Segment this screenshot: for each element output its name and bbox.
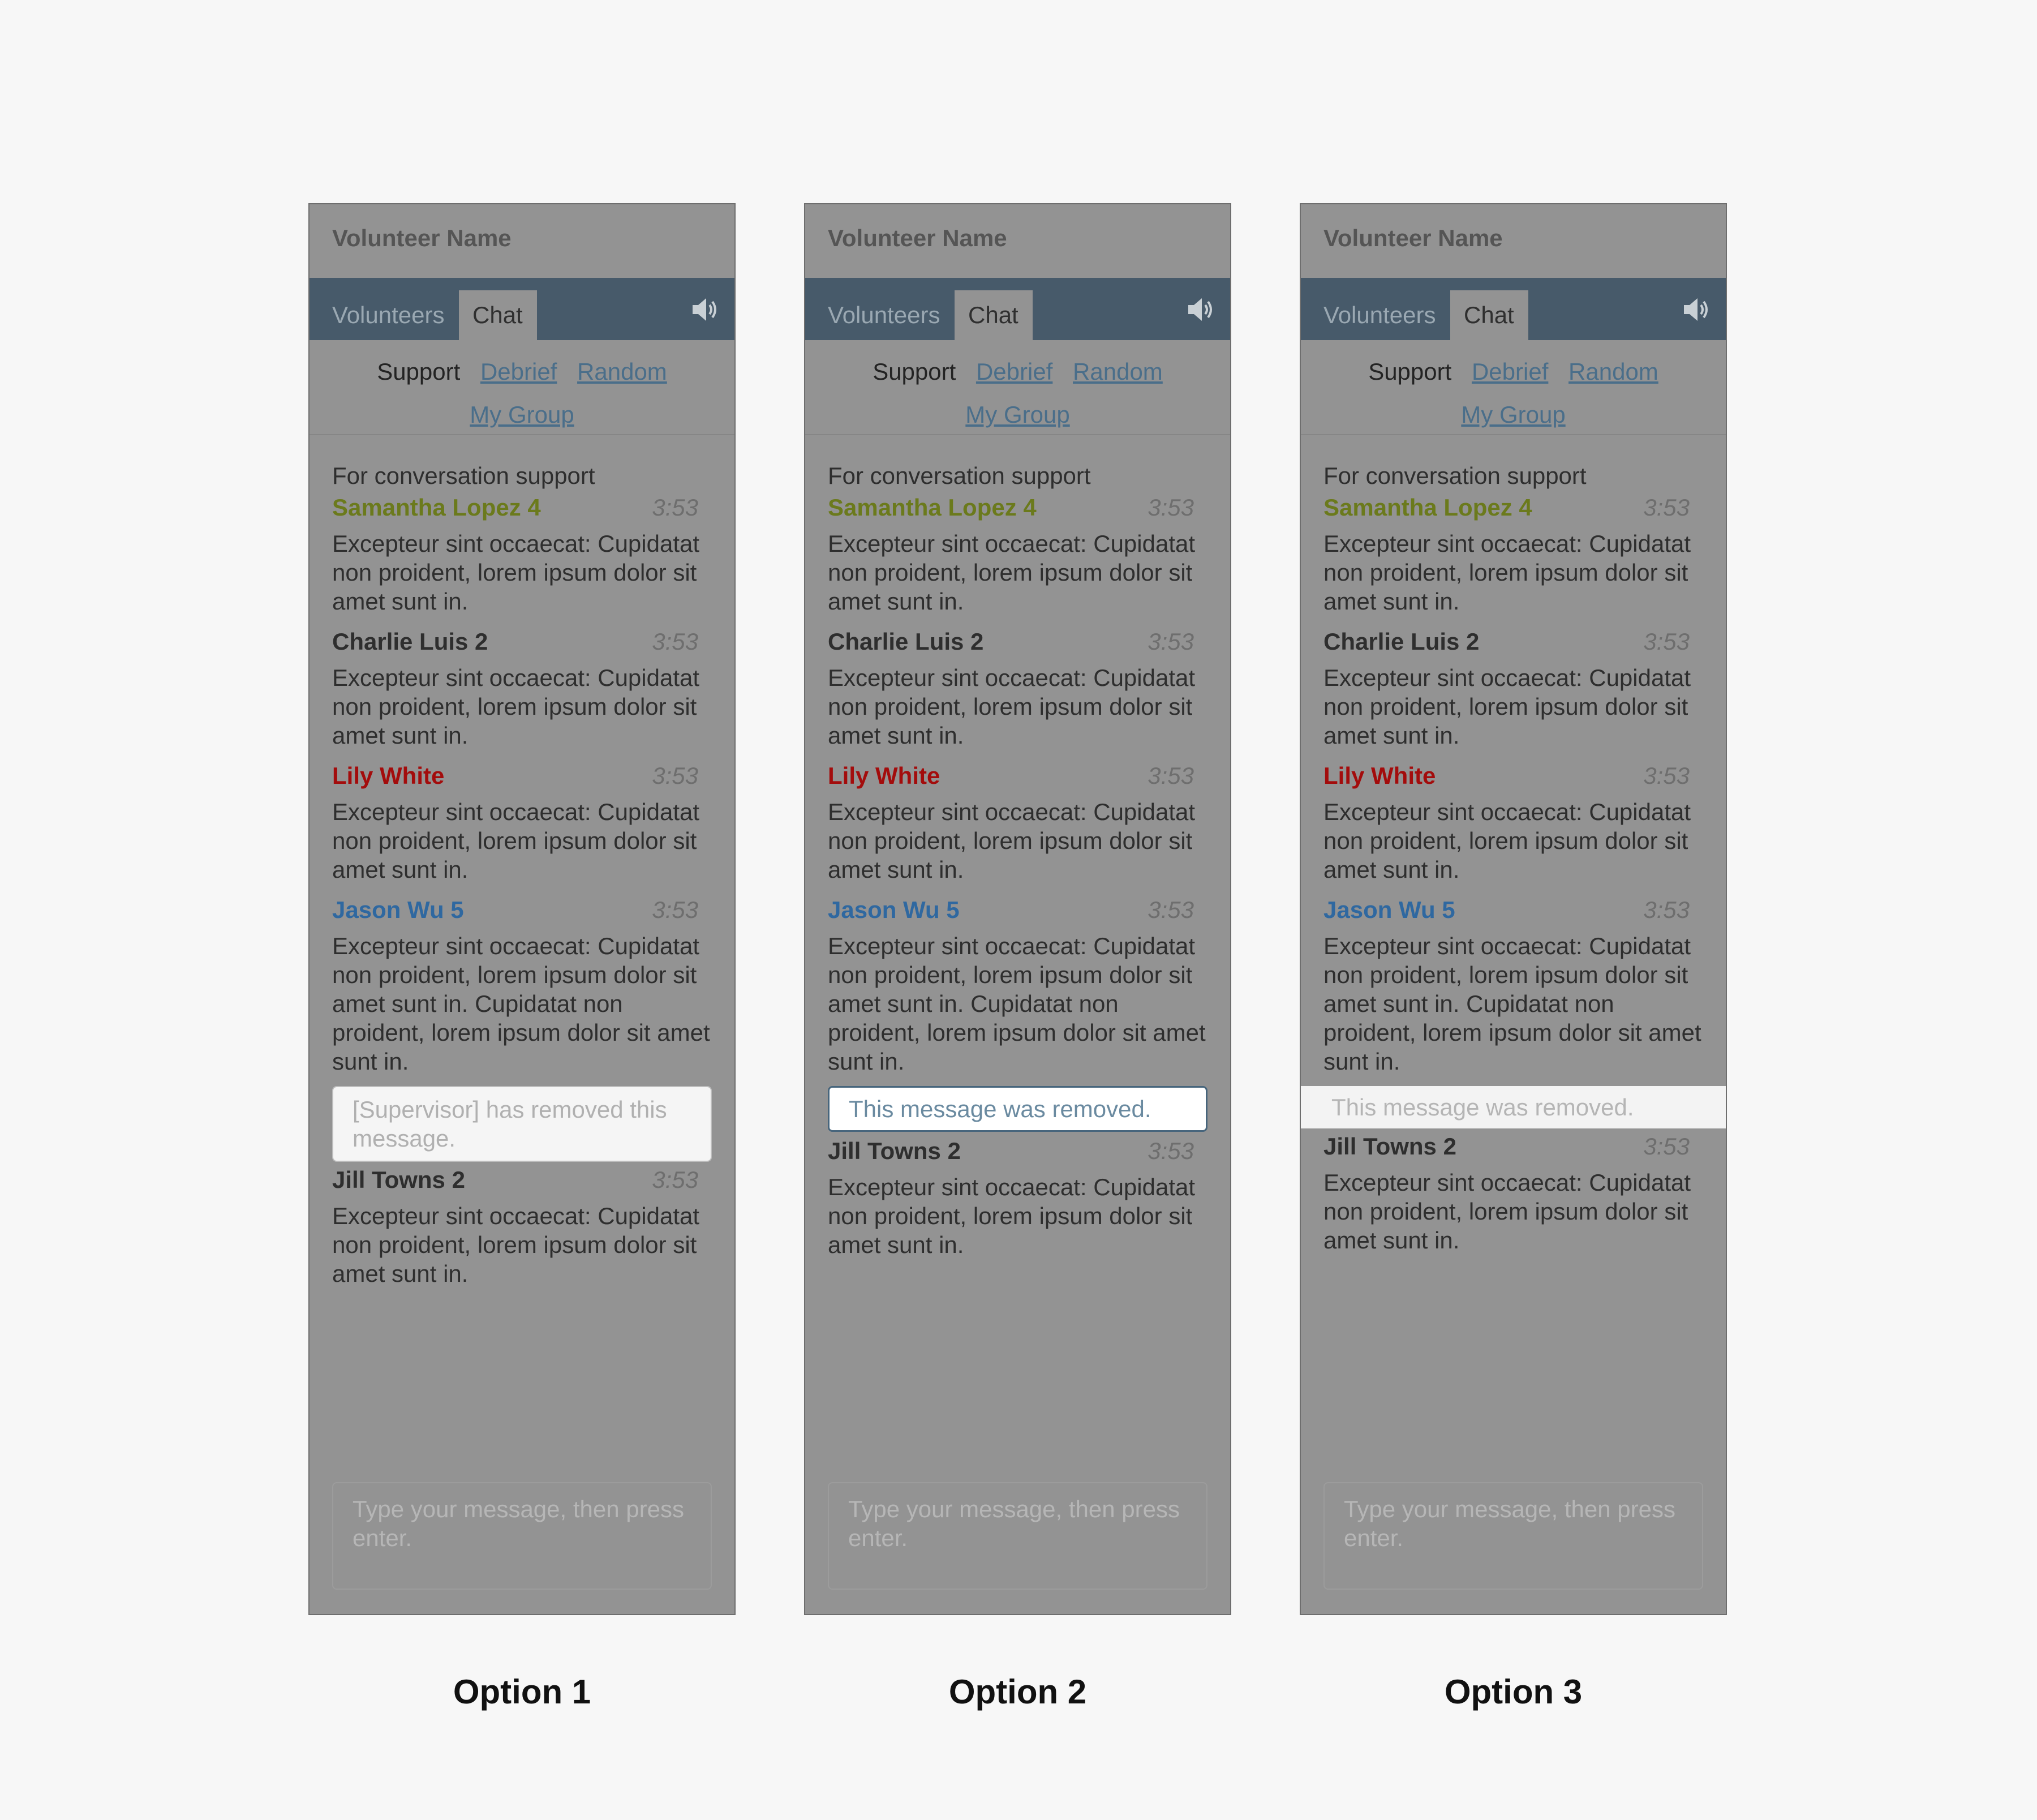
channel-link-random[interactable]: Random [577,358,667,385]
message-text: Excepteur sint occaecat: Cupidatat non proident, lorem ipsum dolor sit amet sunt in. [828,530,1196,615]
sender-name[interactable]: Samantha Lopez 4 [332,494,541,521]
channel-link-my-group[interactable]: My Group [1461,401,1566,428]
message-header [1323,894,1703,926]
chat-panel-option-1 [308,203,736,1615]
message-time: 3:53 [652,494,698,521]
message-list [1323,460,1703,1265]
message-text: Excepteur sint occaecat: Cupidatat non proident, lorem ipsum dolor sit amet sunt in. [1323,799,1691,883]
sender-name[interactable]: Samantha Lopez 4 [1323,494,1532,521]
channel-link-debrief[interactable]: Debrief [975,358,1053,385]
message-header [828,1135,1207,1167]
message-text: Excepteur sint occaecat: Cupidatat non proident, lorem ipsum dolor sit amet sunt in. Cupidatat non proident, lorem ipsum dolor sit amet sunt in. [1323,933,1701,1075]
message-text: Excepteur sint occaecat: Cupidatat non proident, lorem ipsum dolor sit amet sunt in. Cupidatat non proident, lorem ipsum dolor sit amet sunt in. [332,933,710,1075]
channel-subnav [805,340,1230,435]
message-text: Excepteur sint occaecat: Cupidatat non proident, lorem ipsum dolor sit amet sunt in. [332,799,700,883]
message-header [1323,760,1703,792]
message-header [332,626,712,658]
channel-subnav [310,340,734,435]
message-header [1323,1131,1703,1162]
tab-bar [1301,278,1726,340]
message-header [332,1164,712,1196]
channel-support[interactable]: Support [377,358,461,385]
message-text: Excepteur sint occaecat: Cupidatat non proident, lorem ipsum dolor sit amet sunt in. [1323,664,1691,749]
tab-chat[interactable]: Chat [955,290,1033,340]
tab-volunteers[interactable]: Volunteers [1323,302,1436,328]
message-header [828,492,1207,523]
sender-name[interactable]: Jill Towns 2 [828,1138,961,1164]
message-time: 3:53 [1148,494,1194,521]
message-header [1323,492,1703,523]
sender-name[interactable]: Samantha Lopez 4 [828,494,1037,521]
channel-link-random[interactable]: Random [1073,358,1163,385]
message-text: Excepteur sint occaecat: Cupidatat non proident, lorem ipsum dolor sit amet sunt in. [828,664,1196,749]
message-header [332,894,712,926]
message-text: Excepteur sint occaecat: Cupidatat non proident, lorem ipsum dolor sit amet sunt in. [1323,1169,1691,1254]
message-time: 3:53 [652,628,698,655]
sender-name[interactable]: Charlie Luis 2 [828,628,984,655]
channel-support[interactable]: Support [873,358,956,385]
message-header [828,894,1207,926]
tab-bar [805,278,1230,340]
message-input[interactable]: Type your message, then press enter. [1323,1482,1703,1590]
message-time: 3:53 [1643,494,1690,521]
message-header [332,492,712,523]
option-label: Option 1 [453,1673,591,1711]
channel-link-random[interactable]: Random [1568,358,1658,385]
sender-name[interactable]: Jason Wu 5 [1323,896,1455,923]
removed-message-notice: This message was removed. [828,1086,1207,1132]
message-text: Excepteur sint occaecat: Cupidatat non proident, lorem ipsum dolor sit amet sunt in. [332,530,700,615]
message-text: Excepteur sint occaecat: Cupidatat non proident, lorem ipsum dolor sit amet sunt in. [332,1203,700,1287]
message-time: 3:53 [1148,896,1194,923]
tab-volunteers[interactable]: Volunteers [828,302,940,328]
sender-name[interactable]: Lily White [1323,762,1436,789]
message-text: Excepteur sint occaecat: Cupidatat non proident, lorem ipsum dolor sit amet sunt in. [828,799,1196,883]
sender-name[interactable]: Charlie Luis 2 [1323,628,1480,655]
speaker-icon[interactable] [1185,294,1217,325]
speaker-icon[interactable] [1681,294,1712,325]
message-time: 3:53 [652,762,698,789]
channel-intro: For conversation support [1323,462,1587,489]
message-time: 3:53 [1643,1133,1690,1160]
message-time: 3:53 [1643,762,1690,789]
channel-subnav [1301,340,1726,435]
message-input[interactable]: Type your message, then press enter. [828,1482,1207,1590]
volunteer-name-title: Volunteer Name [828,225,1007,251]
sender-name[interactable]: Jill Towns 2 [332,1166,465,1193]
message-header [1323,626,1703,658]
channel-link-debrief[interactable]: Debrief [480,358,557,385]
channel-link-debrief[interactable]: Debrief [1471,358,1549,385]
message-time: 3:53 [1643,628,1690,655]
removed-message-notice: This message was removed. [1301,1086,1726,1128]
option-label: Option 2 [948,1673,1087,1711]
removed-message-notice: [Supervisor] has removed this message. [332,1086,712,1162]
message-time: 3:53 [1148,1138,1194,1164]
message-text: Excepteur sint occaecat: Cupidatat non proident, lorem ipsum dolor sit amet sunt in. Cupidatat non proident, lorem ipsum dolor sit amet sunt in. [828,933,1206,1075]
message-text: Excepteur sint occaecat: Cupidatat non proident, lorem ipsum dolor sit amet sunt in. [828,1174,1196,1258]
channel-support[interactable]: Support [1368,358,1452,385]
chat-panel-option-3 [1300,203,1727,1615]
tab-volunteers[interactable]: Volunteers [332,302,445,328]
message-header [332,760,712,792]
message-input[interactable]: Type your message, then press enter. [332,1482,712,1590]
message-time: 3:53 [652,1166,698,1193]
option-label: Option 3 [1444,1673,1583,1711]
volunteer-name-title: Volunteer Name [1323,225,1503,251]
volunteer-name-title: Volunteer Name [332,225,512,251]
message-list [828,460,1207,1269]
message-header [828,760,1207,792]
message-list [332,460,712,1298]
sender-name[interactable]: Jason Wu 5 [828,896,960,923]
channel-intro: For conversation support [332,462,595,489]
message-time: 3:53 [652,896,698,923]
sender-name[interactable]: Lily White [332,762,445,789]
speaker-icon[interactable] [689,294,721,325]
message-time: 3:53 [1148,762,1194,789]
tab-bar [310,278,734,340]
sender-name[interactable]: Lily White [828,762,940,789]
chat-panel-option-2 [804,203,1231,1615]
tab-chat[interactable]: Chat [459,290,537,340]
channel-link-my-group[interactable]: My Group [470,401,574,428]
message-text: Excepteur sint occaecat: Cupidatat non proident, lorem ipsum dolor sit amet sunt in. [1323,530,1691,615]
message-header [828,626,1207,658]
message-time: 3:53 [1643,896,1690,923]
sender-name[interactable]: Charlie Luis 2 [332,628,488,655]
tab-chat[interactable]: Chat [1450,290,1528,340]
sender-name[interactable]: Jason Wu 5 [332,896,464,923]
sender-name[interactable]: Jill Towns 2 [1323,1133,1456,1160]
message-time: 3:53 [1148,628,1194,655]
message-text: Excepteur sint occaecat: Cupidatat non proident, lorem ipsum dolor sit amet sunt in. [332,664,700,749]
channel-link-my-group[interactable]: My Group [965,401,1070,428]
channel-intro: For conversation support [828,462,1091,489]
